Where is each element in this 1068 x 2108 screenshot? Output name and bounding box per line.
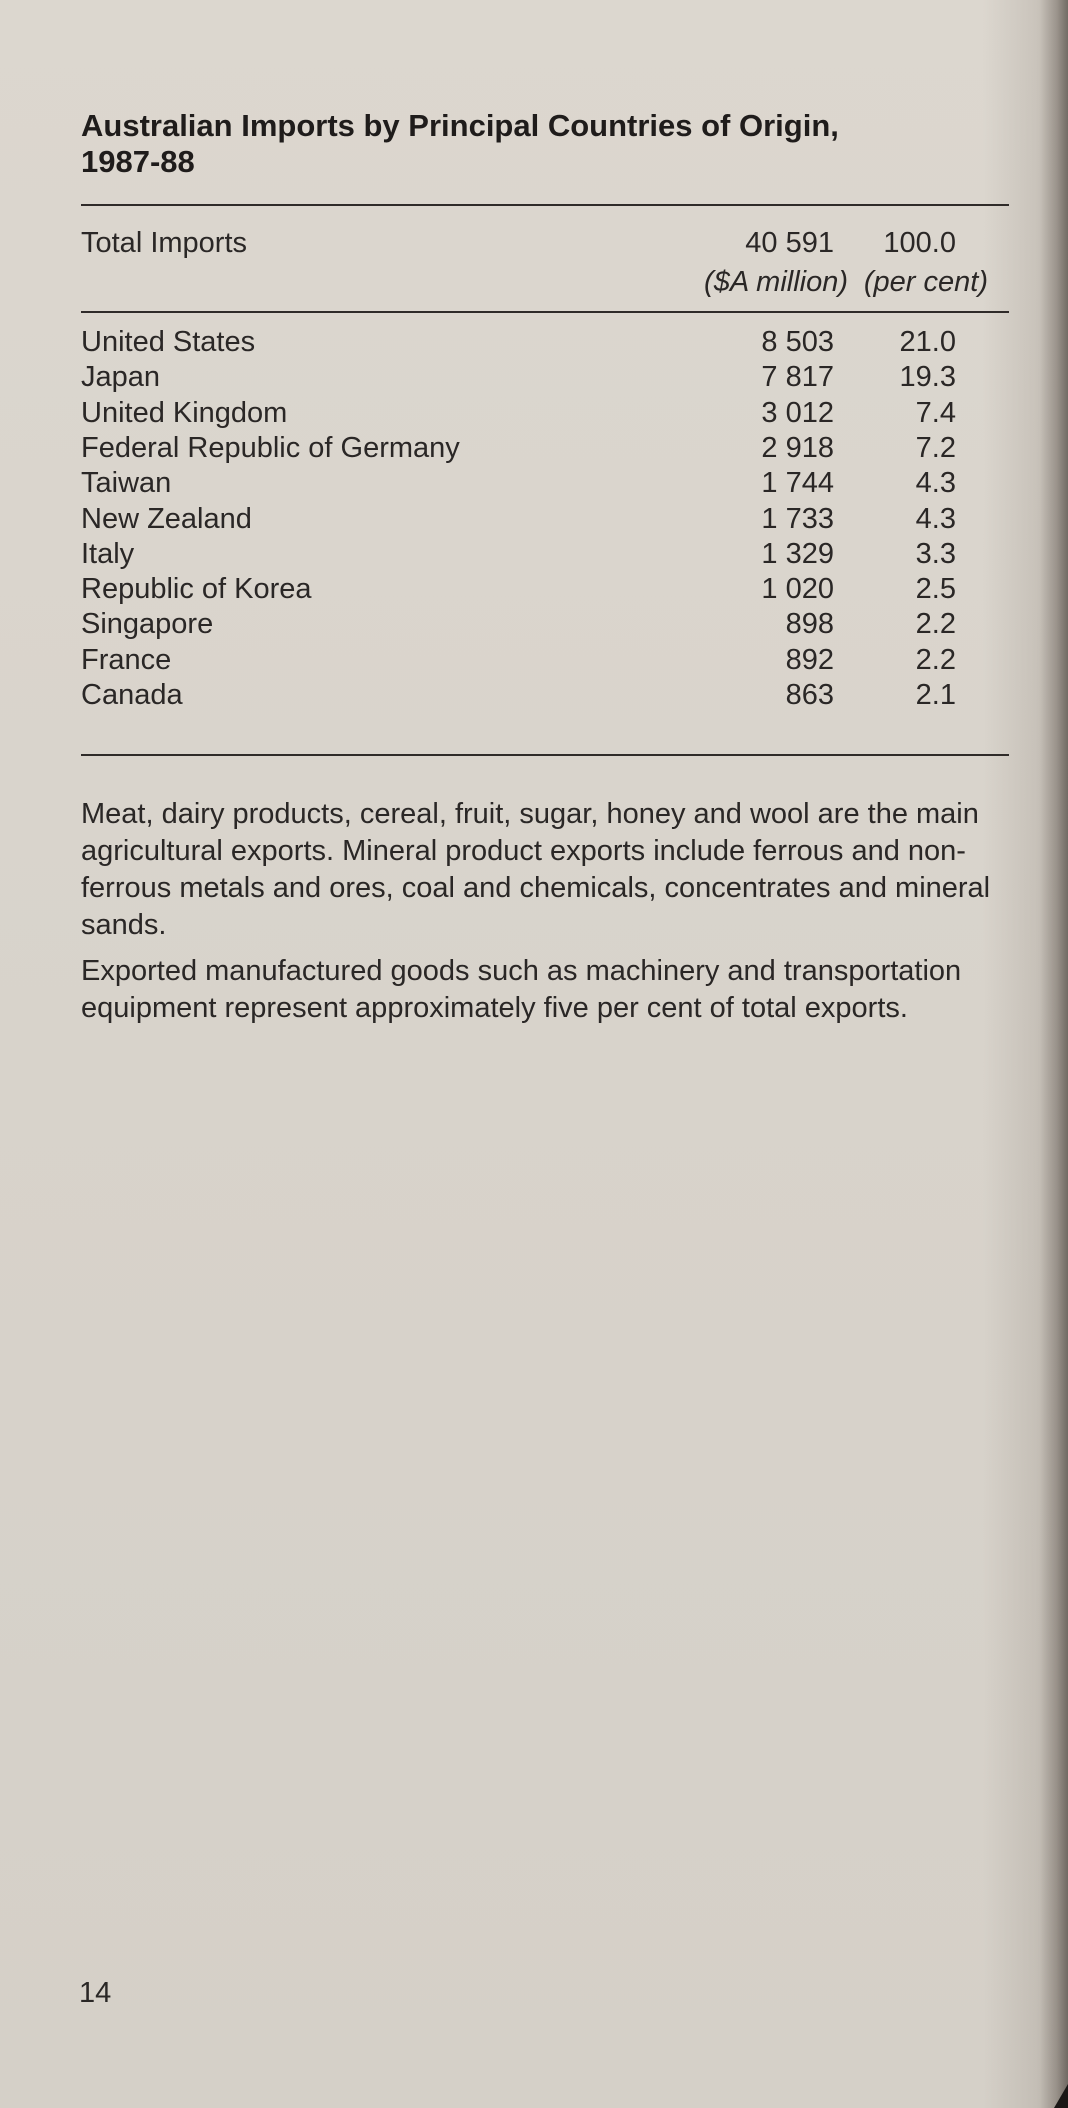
table-title-line-2: 1987-88 (81, 144, 195, 179)
country-name: Taiwan (81, 467, 172, 500)
paragraph-agricultural-exports: Meat, dairy products, cereal, fruit, sugar, honey and wool are the main agricultural exports. Mineral product exports include ferrous and non-ferrous metals and ores, coal and chemicals, concentrates and mineral sands. (81, 798, 991, 941)
import-percent: 21.0 (899, 326, 956, 358)
import-value: 1 733 (761, 502, 834, 535)
country-name: United States (81, 326, 256, 358)
import-percent: 7.4 (915, 396, 956, 429)
import-percent: 4.3 (915, 467, 956, 500)
table-title (81, 108, 981, 180)
page-spine-shadow (1040, 0, 1068, 2108)
country-name: Singapore (81, 608, 214, 641)
total-imports-label: Total Imports (81, 227, 247, 259)
import-value: 898 (785, 608, 834, 641)
table-row (81, 502, 1009, 536)
country-name: Republic of Korea (81, 573, 312, 606)
table-row (81, 572, 1009, 606)
table-row (81, 431, 1009, 465)
table-row (81, 360, 1009, 394)
table-header-rule (81, 311, 1009, 313)
country-name: New Zealand (81, 502, 252, 535)
table-top-rule (81, 204, 1009, 206)
import-percent: 7.2 (915, 431, 956, 464)
country-name: Canada (81, 679, 183, 711)
country-name: United Kingdom (81, 396, 288, 429)
import-value: 8 503 (761, 326, 834, 358)
country-name: Japan (81, 361, 161, 394)
table-title-line-1: Australian Imports by Principal Countries of Origin, (81, 108, 839, 143)
table-row (81, 325, 1009, 359)
import-value: 7 817 (761, 361, 834, 394)
import-percent: 3.3 (915, 537, 956, 570)
units-percent-label: (per cent) (863, 266, 988, 298)
table-row (81, 643, 1009, 677)
page-number: 14 (79, 1977, 112, 2009)
import-percent: 4.3 (915, 502, 956, 535)
import-value: 892 (785, 643, 834, 676)
country-name: Italy (81, 537, 135, 570)
import-value: 1 329 (761, 537, 834, 570)
import-percent: 2.5 (915, 573, 956, 606)
total-imports-row (81, 226, 1009, 260)
import-percent: 2.2 (915, 608, 956, 641)
table-row (81, 678, 1009, 712)
import-value: 3 012 (761, 396, 834, 429)
total-imports-percent: 100.0 (883, 227, 956, 259)
import-value: 1 744 (761, 467, 834, 500)
page-corner-mark (1054, 2084, 1068, 2108)
paragraph-manufactured-exports: Exported manufactured goods such as machinery and transportation equipment represent approximately five per cent of total exports. (81, 955, 962, 1024)
table-row (81, 537, 1009, 571)
units-value-label: ($A million) (704, 266, 848, 298)
country-name: France (81, 643, 172, 676)
import-value: 2 918 (761, 431, 834, 464)
units-row (81, 265, 1009, 299)
table-row (81, 466, 1009, 500)
import-percent: 2.1 (915, 679, 956, 711)
table-row (81, 607, 1009, 641)
import-value: 863 (785, 679, 834, 711)
country-name: Federal Republic of Germany (81, 431, 460, 464)
table-row (81, 396, 1009, 430)
table-bottom-rule (81, 754, 1009, 756)
import-percent: 19.3 (899, 361, 956, 394)
import-percent: 2.2 (915, 643, 956, 676)
total-imports-value: 40 591 (745, 227, 834, 259)
import-value: 1 020 (761, 573, 834, 606)
